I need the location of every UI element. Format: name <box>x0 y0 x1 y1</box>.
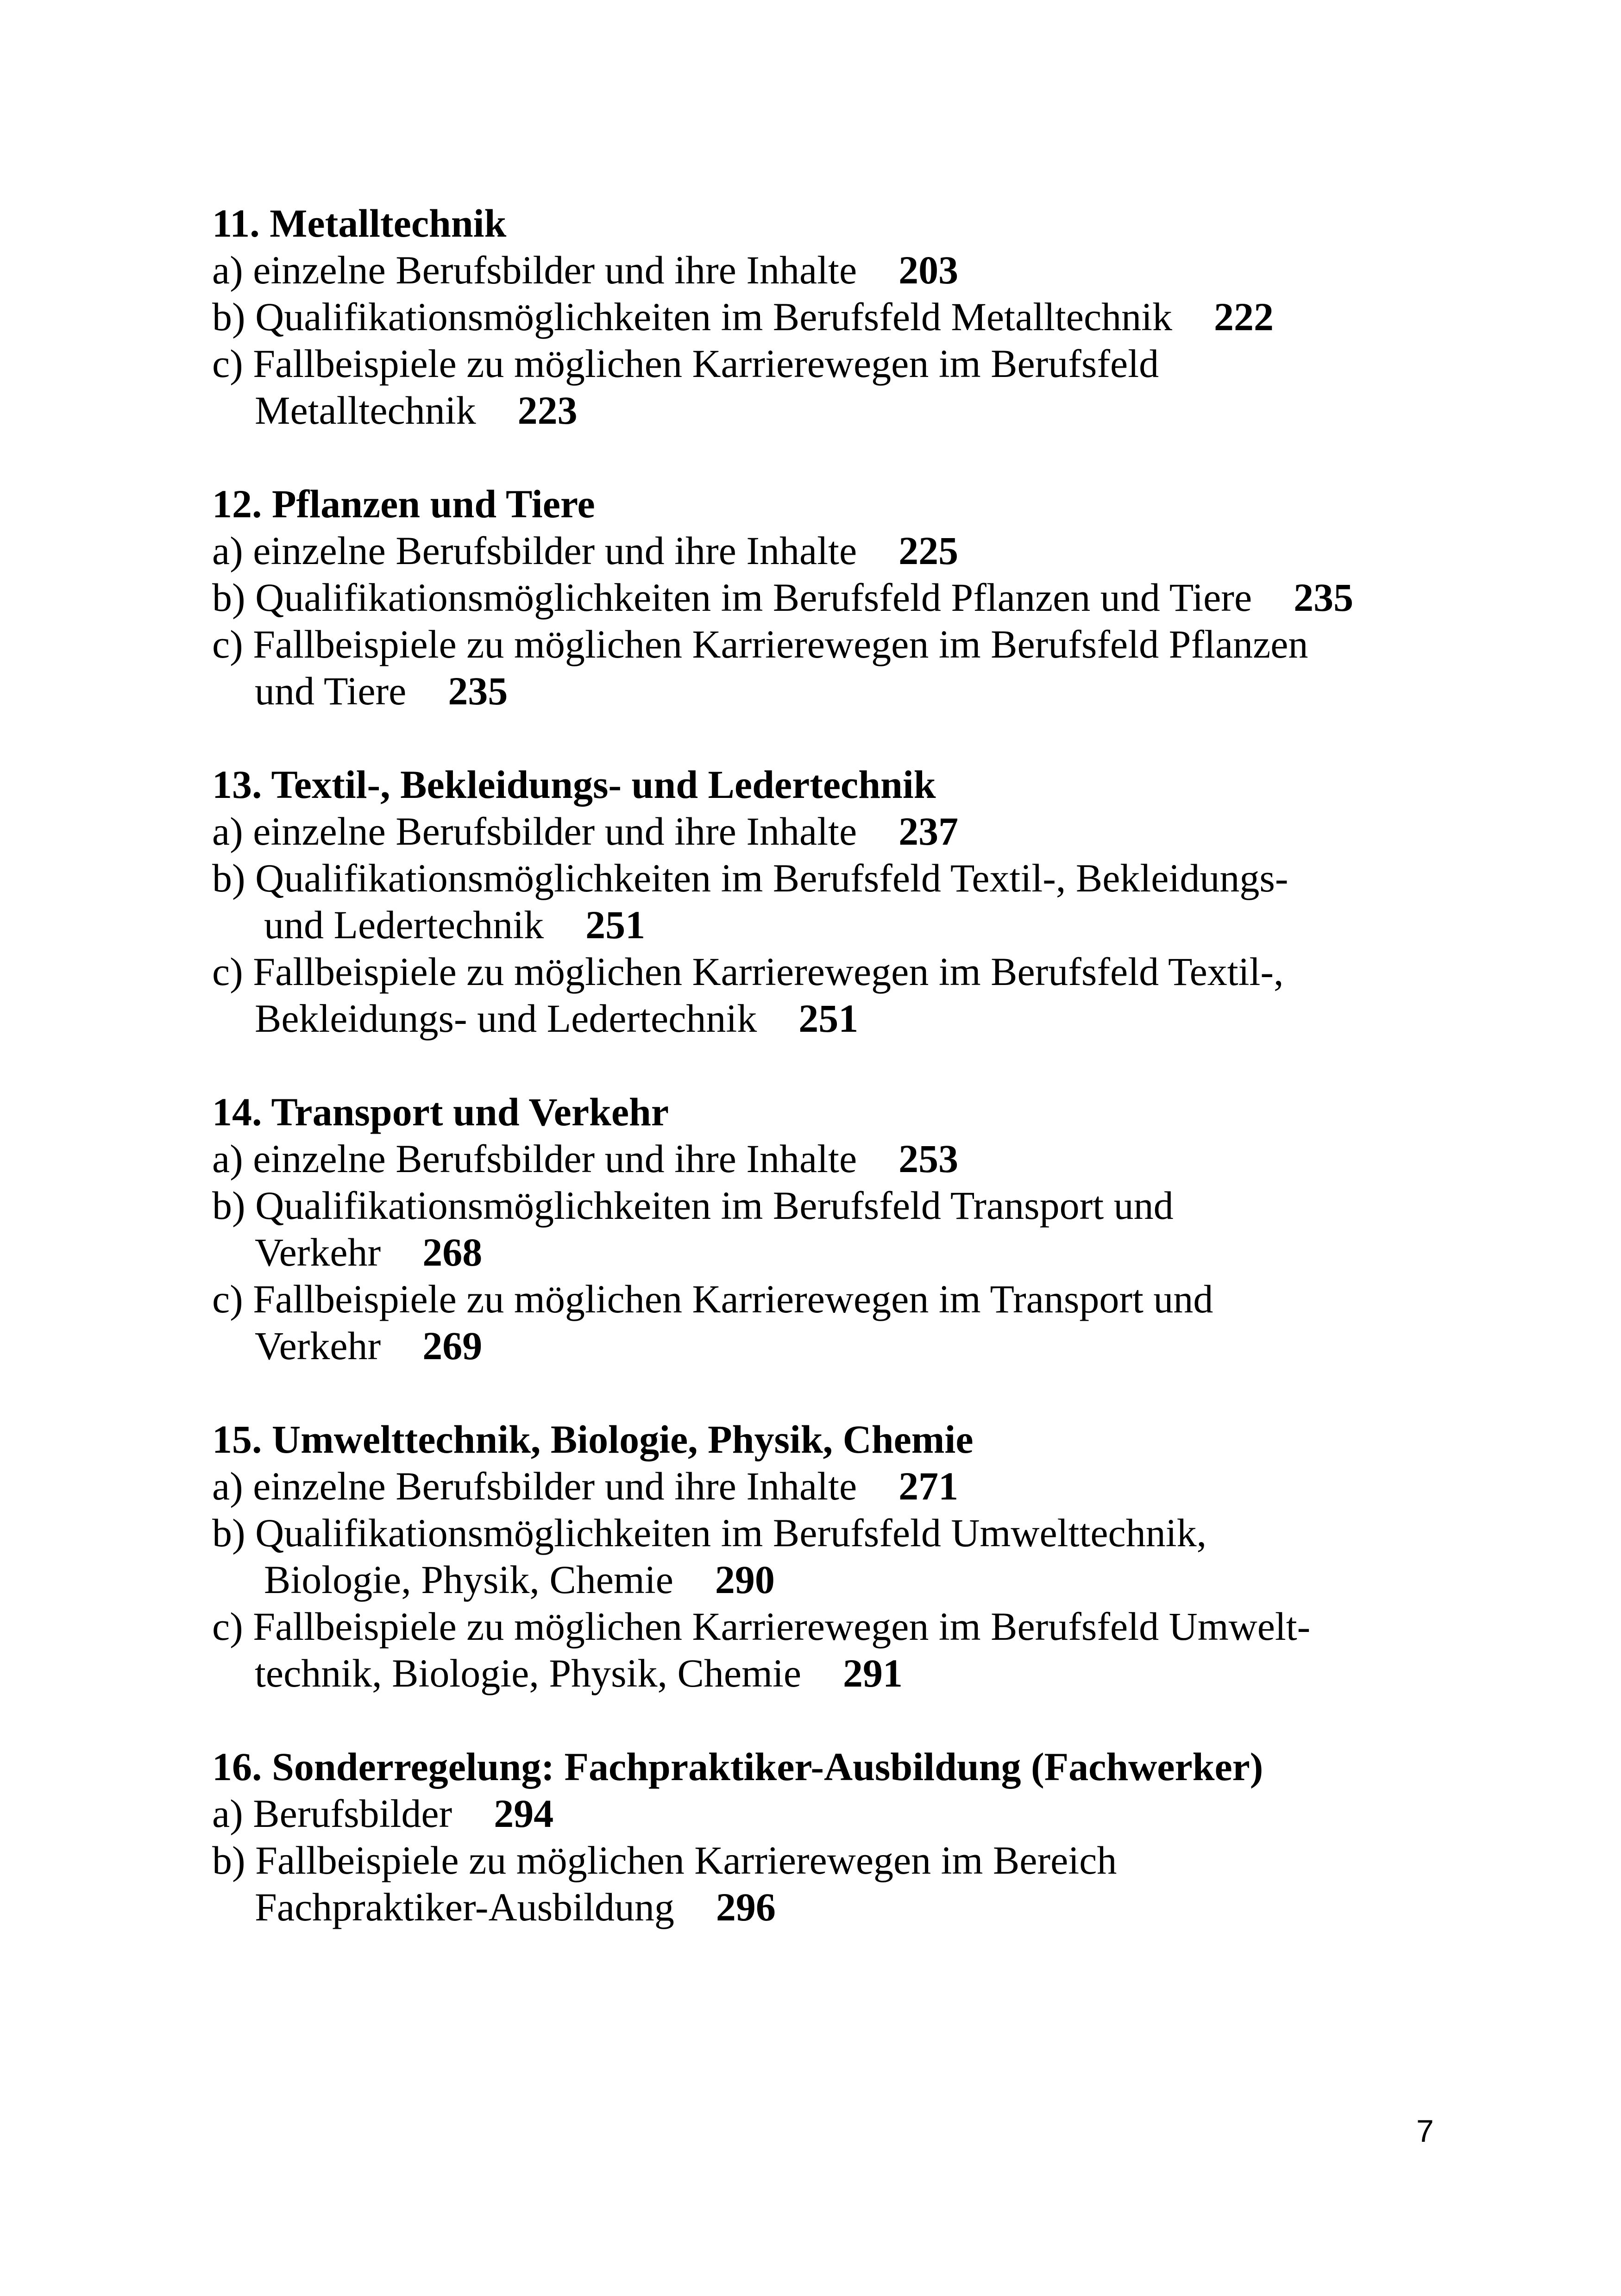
entry-title: c) Fallbeispiele zu möglichen Karrierewegen im Berufsfeld Textil-, <box>212 949 1284 994</box>
entry-title-continuation: und Tiere <box>255 669 407 713</box>
entry-title: c) Fallbeispiele zu möglichen Karrierewegen im Berufsfeld <box>212 341 1159 386</box>
toc-entry-continuation <box>212 1229 1509 1276</box>
section-heading: 13. Textil-, Bekleidungs- und Ledertechnik <box>212 762 936 807</box>
toc-entry <box>212 1463 1509 1510</box>
section-heading: 16. Sonderregelung: Fachpraktiker-Ausbildung (Fachwerker) <box>212 1744 1263 1789</box>
entry-title-continuation: Fachpraktiker-Ausbildung <box>255 1885 674 1929</box>
entry-title: b) Qualifikationsmöglichkeiten im Berufsfeld Transport und <box>212 1183 1174 1228</box>
entry-title-continuation: technik, Biologie, Physik, Chemie <box>255 1651 802 1695</box>
toc-entry <box>212 574 1509 621</box>
section-heading: 12. Pflanzen und Tiere <box>212 482 595 526</box>
toc-entry <box>212 527 1509 574</box>
entry-page-number: 225 <box>898 528 959 573</box>
toc-entry <box>212 948 1509 995</box>
entry-title: c) Fallbeispiele zu möglichen Karrierewegen im Transport und <box>212 1277 1213 1321</box>
toc-entry <box>212 247 1509 294</box>
toc-entry-continuation <box>212 1884 1509 1931</box>
toc-entry <box>212 1510 1509 1556</box>
toc-entry <box>212 1837 1509 1884</box>
entry-page-number: 271 <box>898 1464 959 1508</box>
entry-title: a) einzelne Berufsbilder und ihre Inhalte <box>212 528 857 573</box>
entry-page-number: 203 <box>898 248 959 292</box>
toc-entry <box>212 1135 1509 1182</box>
entry-title: b) Fallbeispiele zu möglichen Karrierewegen im Bereich <box>212 1838 1117 1882</box>
toc-entry <box>212 621 1509 668</box>
toc-entry <box>212 1182 1509 1229</box>
entry-title-continuation: Verkehr <box>255 1230 381 1274</box>
toc-entry-continuation <box>212 902 1509 948</box>
entry-title-continuation: Bekleidungs- und Ledertechnik <box>255 996 757 1041</box>
toc-entry <box>212 855 1509 902</box>
entry-page-number: 235 <box>1294 575 1354 620</box>
entry-page-number: 251 <box>798 996 859 1041</box>
toc-entry <box>212 1276 1509 1323</box>
entry-title-continuation: Biologie, Physik, Chemie <box>264 1557 673 1602</box>
entry-page-number: 291 <box>843 1651 903 1695</box>
toc-entry-continuation <box>212 1556 1509 1603</box>
entry-title: a) Berufsbilder <box>212 1791 452 1836</box>
entry-page-number: 223 <box>517 388 578 433</box>
entry-title: a) einzelne Berufsbilder und ihre Inhalte <box>212 248 857 292</box>
entry-page-number: 296 <box>716 1885 776 1929</box>
toc-section <box>212 1089 1509 1369</box>
entry-title: b) Qualifikationsmöglichkeiten im Berufsfeld Textil-, Bekleidungs- <box>212 856 1288 900</box>
entry-title: b) Qualifikationsmöglichkeiten im Berufsfeld Umwelttechnik, <box>212 1511 1207 1555</box>
toc-section <box>212 761 1509 1042</box>
toc-section <box>212 481 1509 715</box>
toc-entry-continuation <box>212 1323 1509 1369</box>
entry-page-number: 237 <box>898 809 959 853</box>
toc-entry-continuation <box>212 1650 1509 1697</box>
table-of-contents <box>212 200 1509 1931</box>
entry-page-number: 253 <box>898 1136 959 1181</box>
toc-section <box>212 1416 1509 1697</box>
toc-entry <box>212 1790 1509 1837</box>
section-heading: 14. Transport und Verkehr <box>212 1090 669 1134</box>
toc-entry <box>212 340 1509 387</box>
page-number: 7 <box>1416 2114 1434 2149</box>
toc-entry <box>212 808 1509 855</box>
entry-title-continuation: und Ledertechnik <box>264 903 544 947</box>
entry-page-number: 235 <box>448 669 508 713</box>
toc-entry-continuation <box>212 668 1509 715</box>
toc-entry <box>212 1603 1509 1650</box>
entry-page-number: 290 <box>715 1557 775 1602</box>
entry-page-number: 269 <box>422 1324 483 1368</box>
entry-title: a) einzelne Berufsbilder und ihre Inhalte <box>212 1136 857 1181</box>
toc-section <box>212 200 1509 434</box>
entry-title: c) Fallbeispiele zu möglichen Karrierewegen im Berufsfeld Pflanzen <box>212 622 1308 666</box>
entry-title: c) Fallbeispiele zu möglichen Karrierewegen im Berufsfeld Umwelt- <box>212 1604 1311 1649</box>
entry-title: a) einzelne Berufsbilder und ihre Inhalte <box>212 809 857 853</box>
toc-entry-continuation <box>212 995 1509 1042</box>
entry-page-number: 222 <box>1214 295 1274 339</box>
entry-title: a) einzelne Berufsbilder und ihre Inhalte <box>212 1464 857 1508</box>
section-heading: 11. Metalltechnik <box>212 201 507 245</box>
entry-title-continuation: Metalltechnik <box>255 388 476 433</box>
entry-title-continuation: Verkehr <box>255 1324 381 1368</box>
toc-section <box>212 1744 1509 1931</box>
entry-page-number: 268 <box>422 1230 483 1274</box>
entry-page-number: 294 <box>494 1791 554 1836</box>
toc-entry-continuation <box>212 387 1509 434</box>
entry-title: b) Qualifikationsmöglichkeiten im Berufsfeld Metalltechnik <box>212 295 1173 339</box>
toc-entry <box>212 294 1509 340</box>
section-heading: 15. Umwelttechnik, Biologie, Physik, Chemie <box>212 1417 974 1462</box>
entry-page-number: 251 <box>585 903 646 947</box>
entry-title: b) Qualifikationsmöglichkeiten im Berufsfeld Pflanzen und Tiere <box>212 575 1252 620</box>
